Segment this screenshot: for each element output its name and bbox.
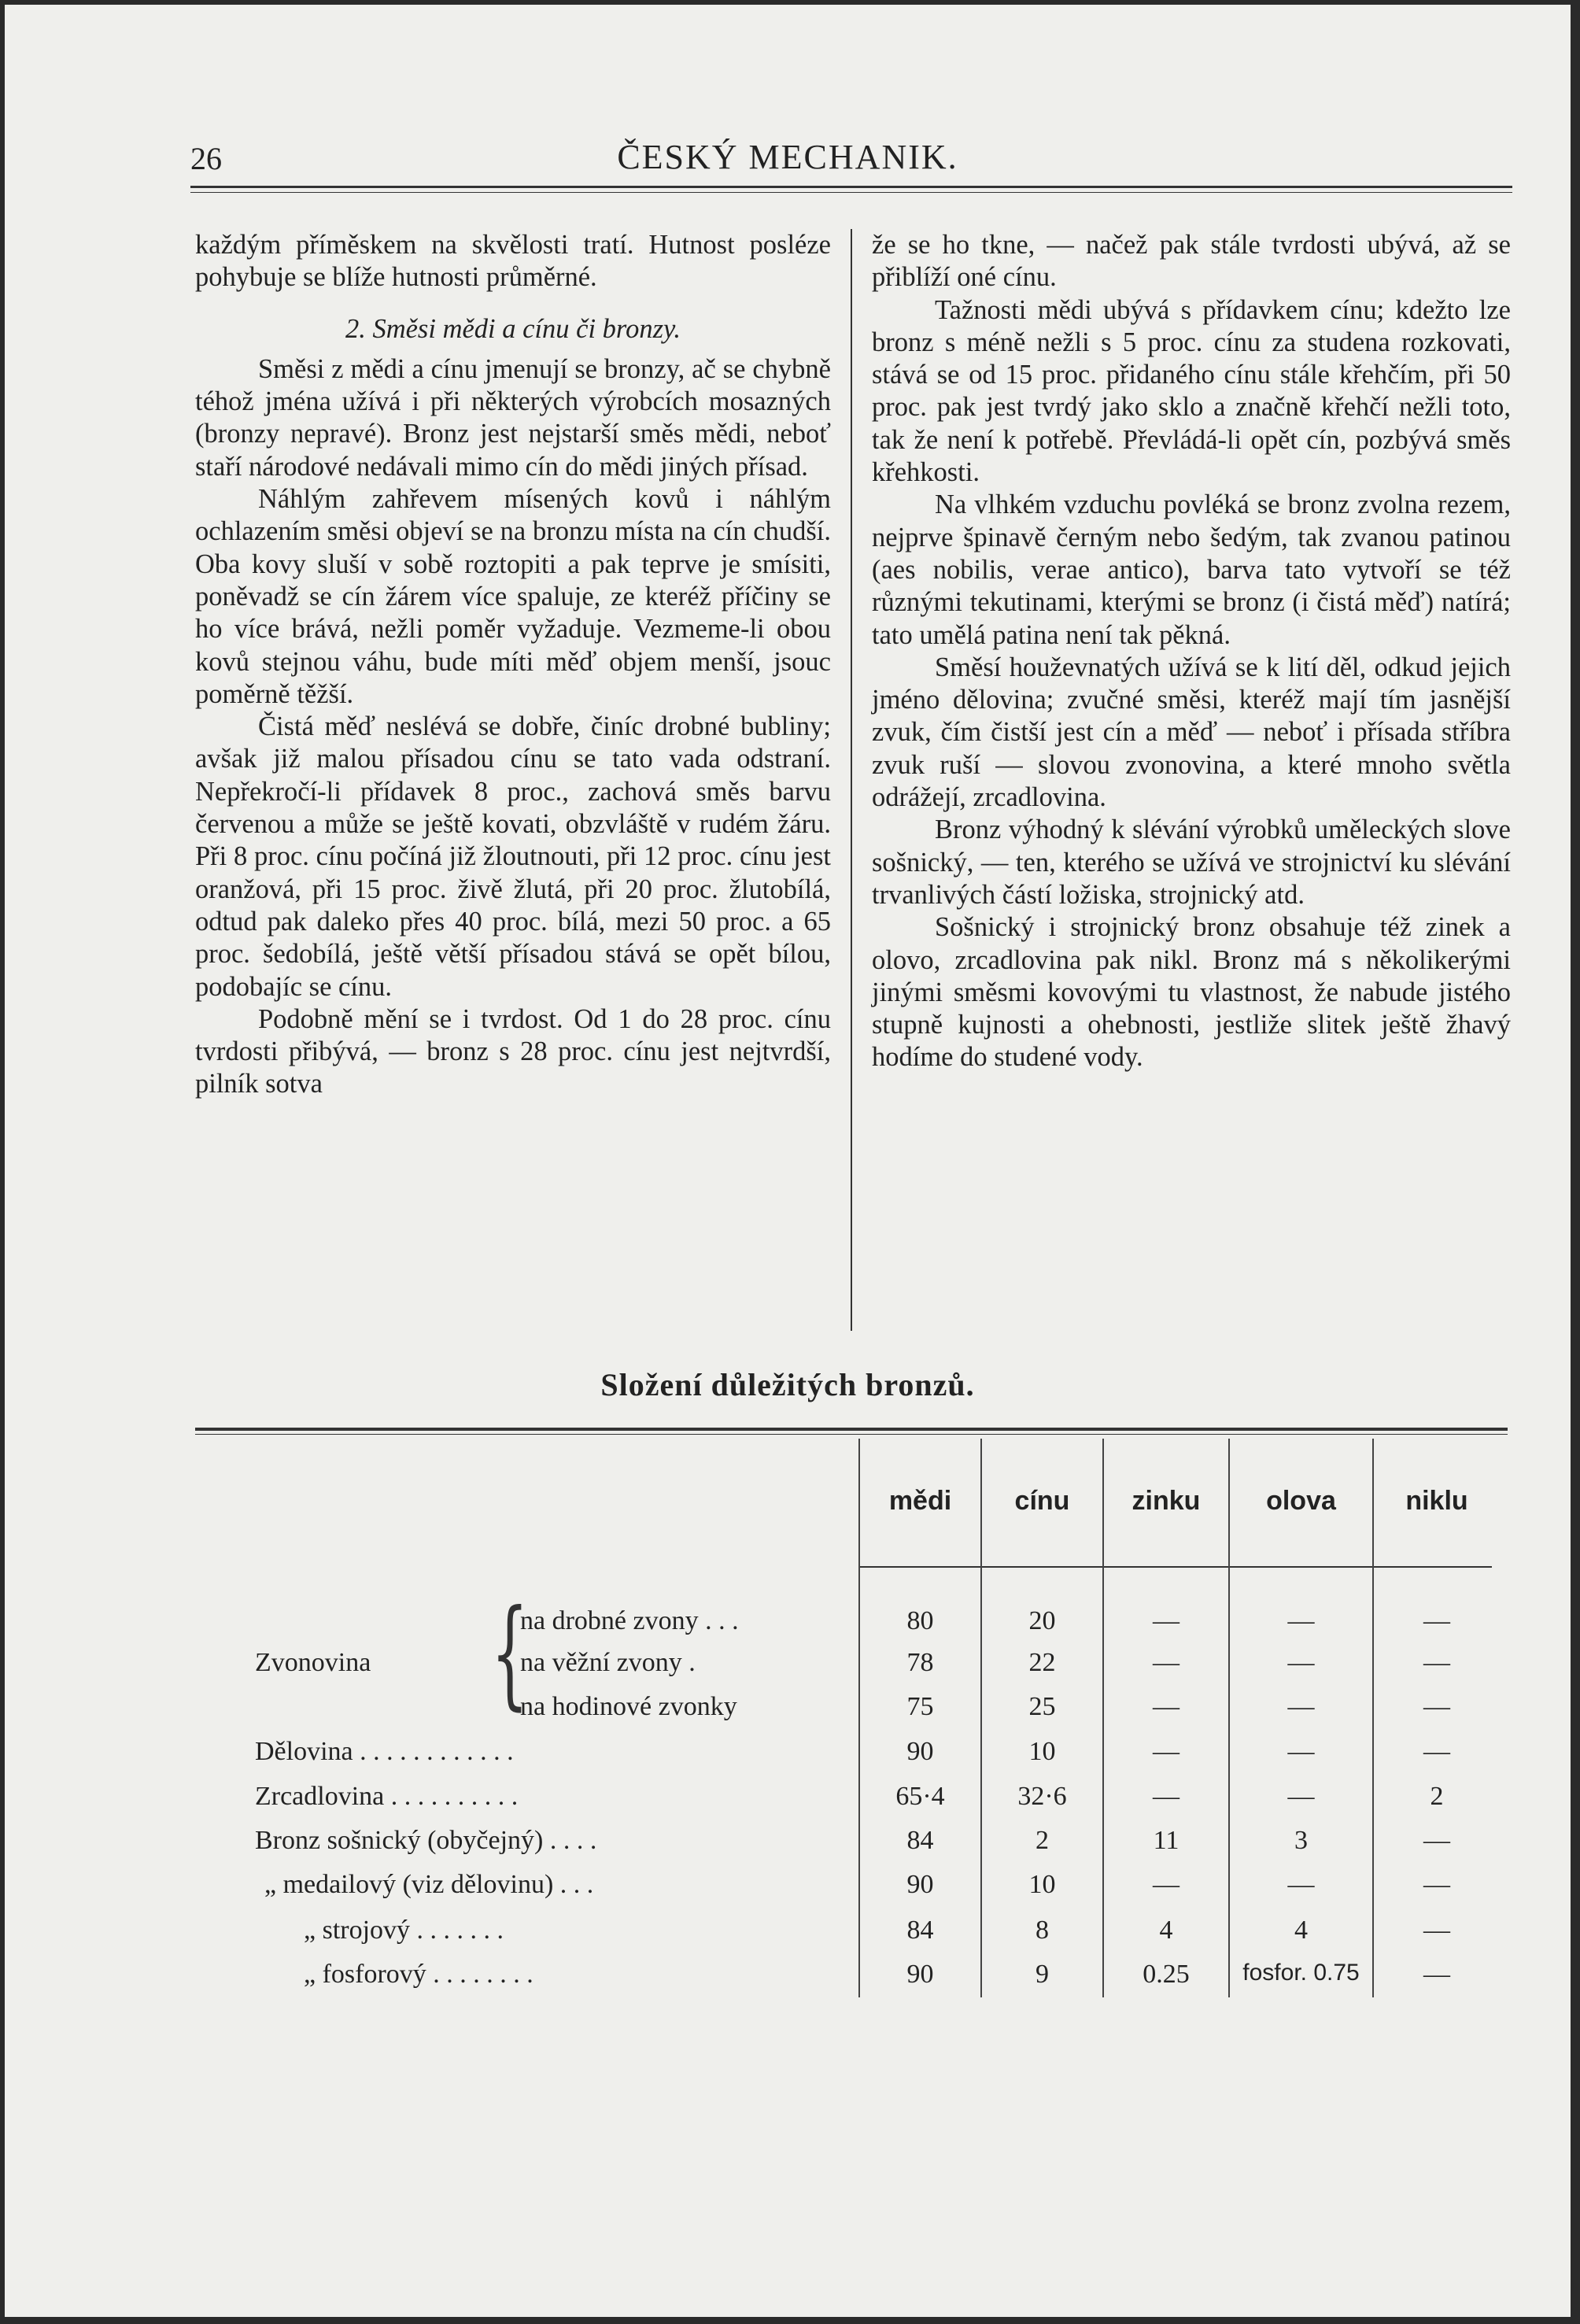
table-cell: fosfor. 0.75 xyxy=(1242,1960,1360,1986)
table-cell: 9 xyxy=(1035,1960,1049,1989)
table-cell: 32·6 xyxy=(1017,1782,1067,1811)
paragraph: Sošnický i strojnický bronz obsahuje též zinek a olovo, zrcadlovina pak nikl. Bronz má s několikerými jinými směsmi kovovými tu vlastnost, že nabude jistého stupně kujnosti a ohebnosti, jestliže slitek ještě žhavý hodíme do studené vody. xyxy=(872,912,1511,1073)
table-cell: 4 xyxy=(1159,1916,1173,1945)
column-header-zinku: zinku xyxy=(1131,1486,1201,1516)
paragraph: Směsi z mědi a cínu jmenují se bronzy, ač se chybně téhož jména užívá i při některých výrobcích mosazných (bronzy nepravé). Bronz jest nejstarší směs mědi, neboť staří národové nedávali mimo cín do mědi jiných přísad. xyxy=(195,353,831,482)
table-cell: — xyxy=(1153,1606,1179,1635)
table-cell: — xyxy=(1287,1692,1315,1721)
column-header-niklu: niklu xyxy=(1405,1486,1468,1516)
row-label: Dělovina . . . . . . . . . . . . xyxy=(255,1737,514,1766)
table-cell: 25 xyxy=(1028,1692,1056,1721)
table-cell: — xyxy=(1287,1737,1315,1766)
row-label: „ fosforový . . . . . . . . xyxy=(304,1960,533,1989)
column-header-olova: olova xyxy=(1266,1486,1336,1516)
row-label: na hodinové zvonky xyxy=(520,1692,737,1721)
right-column xyxy=(872,229,1511,1074)
column-header-cinu: cínu xyxy=(1014,1486,1070,1516)
table-cell: 80 xyxy=(906,1606,934,1635)
table-title: Složení důležitých bronzů. xyxy=(600,1367,975,1402)
paragraph: Čistá měď neslévá se dobře, činíc drobné bubliny; avšak již malou přísadou cínu se tato vada odstraní. Nepřekročí-li přídavek 8 proc., zachová směs barvu červenou a může se ještě kovati, obzvláště v rudém žáru. Při 8 proc. cínu počíná již žloutnouti, při 12 proc. cínu jest oranžová, při 15 proc. živě žlutá, při 20 proc. žlutobílá, odtud pak daleko přes 40 proc. bílá, mezi 50 proc. a 65 proc. šedobílá, ještě větší přísadou stává se opět bílou, podobajíc se cínu. xyxy=(195,711,831,1002)
table-cell: 0.25 xyxy=(1143,1960,1190,1989)
table-cell: — xyxy=(1423,1870,1450,1899)
table-cell: — xyxy=(1423,1916,1450,1945)
table-cell: 90 xyxy=(906,1737,934,1766)
paragraph: Na vlhkém vzduchu povléká se bronz zvolna rezem, nejprve špinavě černým nebo šedým, tak zvanou patinou (aes nobilis, verae antico), barva tato vytvoří se též různými tekutinami, kterými se bronz (i čistá měď) natírá; tato umělá patina není tak pěkná. xyxy=(872,490,1511,650)
table-cell: 2 xyxy=(1035,1826,1049,1855)
page-number: 26 xyxy=(190,141,222,176)
column-header-medi: mědi xyxy=(888,1486,952,1516)
table-cell: — xyxy=(1423,1960,1450,1989)
table-cell: 78 xyxy=(906,1648,934,1677)
group-label-zvonovina: Zvonovina xyxy=(255,1648,371,1677)
paragraph: Bronz výhodný k slévání výrobků uměleckých slove sošnický, — ten, kterého se užívá ve strojnictví ku slévání trvanlivých částí ložiska, strojnický atd. xyxy=(872,815,1511,910)
table-cell: 65·4 xyxy=(895,1782,945,1811)
row-label: Zrcadlovina . . . . . . . . . . xyxy=(255,1782,519,1811)
table-cell: 10 xyxy=(1028,1737,1056,1766)
running-title: ČESKÝ MECHANIK. xyxy=(617,138,958,176)
table-cell: 84 xyxy=(906,1916,934,1945)
table-cell: — xyxy=(1153,1648,1179,1677)
table-cell: — xyxy=(1423,1737,1450,1766)
table-cell: 75 xyxy=(906,1692,934,1721)
table-cell: 3 xyxy=(1294,1826,1308,1855)
table-cell: 22 xyxy=(1028,1648,1056,1677)
table-cell: 2 xyxy=(1430,1782,1444,1811)
table-cell: — xyxy=(1287,1648,1315,1677)
table-cell: 90 xyxy=(906,1960,934,1989)
page-header xyxy=(5,137,1571,184)
table-cell: — xyxy=(1423,1826,1450,1855)
table-cell: 20 xyxy=(1028,1606,1056,1635)
paragraph: každým příměskem na skvělosti tratí. Hutnost posléze pohybuje se blíže hutnosti průměrné. xyxy=(195,230,831,293)
paragraph: Tažnosti mědi ubývá s přídavkem cínu; kdežto lze bronz s méně nežli s 5 proc. cínu za studena rozkovati, stává se od 15 proc. přidaného cínu stále křehčím, při 50 proc. pak jest tvrdý jako sklo a značně křehčí nežli toto, tak že není k potřebě. Převládá-li opět cín, pozbývá směs křehkosti. xyxy=(872,294,1511,488)
row-label: na drobné zvony . . . xyxy=(520,1606,739,1635)
table-cell: 84 xyxy=(906,1826,934,1855)
row-label: „ strojový . . . . . . . xyxy=(304,1916,504,1945)
table-header-rule xyxy=(858,1566,1492,1568)
table-cell: — xyxy=(1287,1782,1315,1811)
table-cell: 8 xyxy=(1035,1916,1049,1945)
table-cell: — xyxy=(1287,1606,1315,1635)
paragraph: Směsí houževnatých užívá se k lití děl, odkud jejich jméno dělovina; zvučné směsi, kteréž mají tím jasnější zvuk, čím čistší jest cín a měď — neboť i přísada stříbra zvuk ruší — slovou zvonovina, a které mnoho světla odrážejí, zrcadlovina. xyxy=(872,652,1511,813)
table-cell: — xyxy=(1153,1870,1179,1899)
table-cell: — xyxy=(1153,1737,1179,1766)
header-rule xyxy=(190,186,1512,188)
brace: { xyxy=(491,1585,529,1722)
column-divider xyxy=(851,229,852,1331)
table-cell: — xyxy=(1287,1870,1315,1899)
table-top-rule-thin xyxy=(195,1434,1508,1435)
table-cell: 90 xyxy=(906,1870,934,1899)
section-heading: 2. Směsi mědi a cínu či bronzy. xyxy=(345,313,681,344)
table-cell: — xyxy=(1423,1692,1450,1721)
table-cell: — xyxy=(1423,1648,1450,1677)
document-page xyxy=(5,5,1571,2317)
table-top-rule xyxy=(195,1428,1508,1431)
table-cell: 11 xyxy=(1153,1826,1179,1855)
table-cell: 10 xyxy=(1028,1870,1056,1899)
row-label: na věžní zvony . xyxy=(520,1648,696,1677)
table-cell: — xyxy=(1153,1692,1179,1721)
paragraph: Náhlým zahřevem mísených kovů i náhlým ochlazením směsi objeví se na bronzu místa na cín chudší. Oba kovy sluší v sobě roztopiti a pak teprve je smísiti, poněvadž se cín žárem více spaluje, ze kteréž příčiny se ho více brává, nežli poměr vyžaduje. Vezmeme-li obou kovů stejnou váhu, bude míti měď objem menší, jsouc poměrně těžší. xyxy=(195,484,831,709)
row-label: Bronz sošnický (obyčejný) . . . . xyxy=(255,1826,597,1855)
left-column xyxy=(195,229,831,1101)
header-rule-thin xyxy=(190,192,1512,193)
paragraph: že se ho tkne, — načež pak stále tvrdosti ubývá, až se přiblíží oné cínu. xyxy=(872,230,1511,293)
table-cell: — xyxy=(1153,1782,1179,1811)
row-label: „ medailový (viz dělovinu) . . . xyxy=(264,1870,594,1899)
table-cell: — xyxy=(1423,1606,1450,1635)
paragraph: Podobně mění se i tvrdost. Od 1 do 28 proc. cínu tvrdosti přibývá, — bronz s 28 proc. cínu jest nejtvrdší, pilník sotva xyxy=(195,1003,831,1099)
table-cell: 4 xyxy=(1294,1916,1308,1945)
